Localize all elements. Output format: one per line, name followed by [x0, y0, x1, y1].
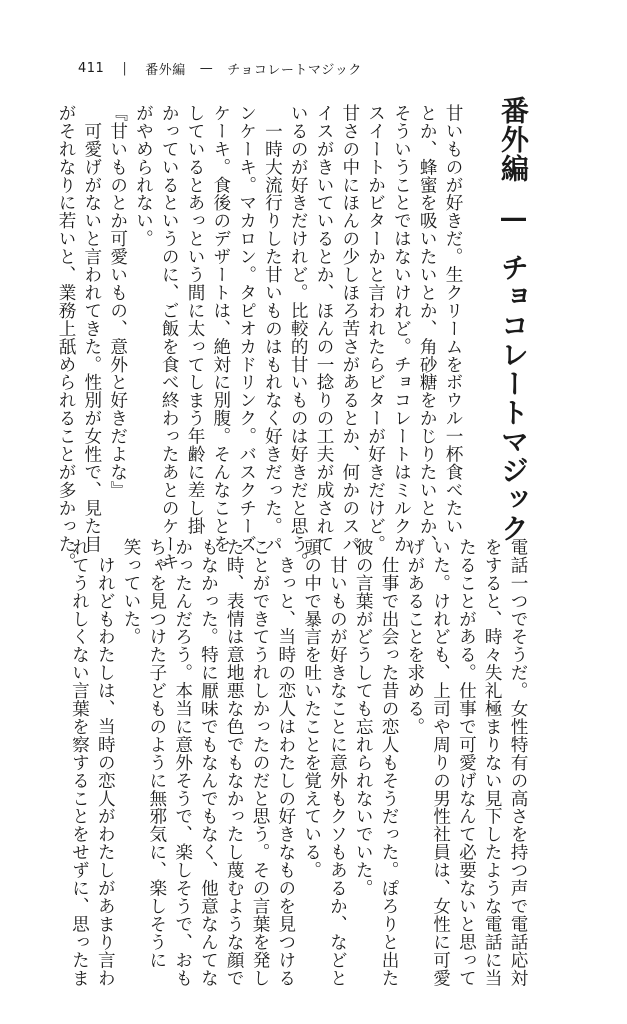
text-column: 電話一つでそうだ。女性特有の高さを持つ声で電話応対: [508, 538, 528, 987]
lower-text-block: [69, 538, 530, 987]
text-column: 『甘いものとか可愛いもの、意外と好きだよな』: [107, 104, 128, 499]
text-column: ケーキ。食後のデザートは、絶対に別腹。そんなことを: [210, 104, 231, 553]
text-column: もなかった。特に厭味でもなんでもなく、他意なんてな: [198, 538, 219, 987]
text-column: とか、蜂蜜を吸いたいとか、角砂糖をかじりたいとか、: [417, 104, 438, 553]
page-number: 411: [78, 60, 105, 76]
chapter-title-section: 番外編: [497, 96, 530, 183]
text-column: 仕事で出会った昔の恋人もそうだった。ぽろりと出た: [379, 538, 400, 987]
header-dash: —: [199, 60, 214, 76]
text-column: 頭の中で暴言を吐いたことを覚えている。: [301, 538, 322, 880]
upper-text-block: [56, 104, 465, 571]
header-chapter: チョコレートマジック: [227, 62, 362, 78]
text-column: けれどもわたしは、当時の恋人がわたしがあまり言わ: [95, 538, 116, 987]
text-column: たることがある。仕事で可愛げなんて必要ないと思って: [456, 538, 477, 987]
text-column: 笑っていた。: [121, 538, 142, 646]
text-column: いるのが好きだけれど。比較的甘いものは好きだと思う。: [288, 104, 309, 571]
text-column: いた。けれども、上司や周りの男性社員は、女性に可愛: [430, 538, 451, 987]
text-column: 甘さの中にほんの少しほろ苦さがあるとか、何かのスパ: [339, 104, 360, 553]
header-separator: |: [122, 60, 128, 76]
text-column: ンケーキ。マカロン。タピオカドリンク。バスクチーズ: [236, 104, 257, 553]
text-column: かったんだろう。本当に意外そうで、楽しそうで、おも: [172, 538, 193, 987]
text-column: た時、表情は意地悪な色でもなかったし蔑むような顔で: [224, 538, 245, 987]
text-column: がやめられない。: [133, 104, 154, 248]
text-column: きっと、当時の恋人はわたしの好きなものを見つける: [275, 538, 296, 987]
text-column: 一時大流行りした甘いものはもれなく好きだった。パ: [262, 104, 283, 553]
chapter-title-name: チョコレートマジック: [497, 253, 530, 543]
chapter-title-dash: —: [497, 201, 530, 235]
text-column: れてうれしくない言葉を察することをせずに、思ったま: [69, 538, 90, 987]
text-column: 彼の言葉がどうしても忘れられないでいた。: [353, 538, 374, 897]
text-column: ことができてうれしかったのだと思う。その言葉を発し: [250, 538, 271, 987]
running-header: [78, 58, 362, 78]
text-column: 甘いものが好きなことに意外もクソもあるか、などと: [327, 538, 348, 987]
text-column: 可愛げがないと言われてきた。性別が女性で、見た目: [81, 104, 102, 553]
text-column: ちゃを見つけた子どものように無邪気に、楽しそうに: [146, 538, 167, 969]
text-column: がそれなりに若いと、業務上舐められることが多かった。: [56, 104, 77, 571]
header-section: 番外編: [145, 62, 186, 78]
text-column: そういうことではないけれど。チョコレートはミルクか: [391, 104, 412, 553]
chapter-title: [495, 96, 531, 543]
text-column: 甘いものが好きだ。生クリームをボウル一杯食べたい: [443, 104, 463, 535]
text-column: しているとあっという間に太ってしまう年齢に差し掛: [185, 104, 206, 535]
text-column: げがあることを求める。: [404, 538, 425, 736]
text-column: スイートかビターかと言われたらビターが好きだけど。: [365, 104, 386, 553]
text-column: かっているというのに、ご飯を食べ終わったあとのケーキ: [159, 104, 180, 571]
text-column: イスがきいているとか、ほんの一捻りの工夫が成されて: [314, 104, 335, 553]
text-column: をすると、時々失礼極まりない見下したような電話に当: [482, 538, 503, 987]
